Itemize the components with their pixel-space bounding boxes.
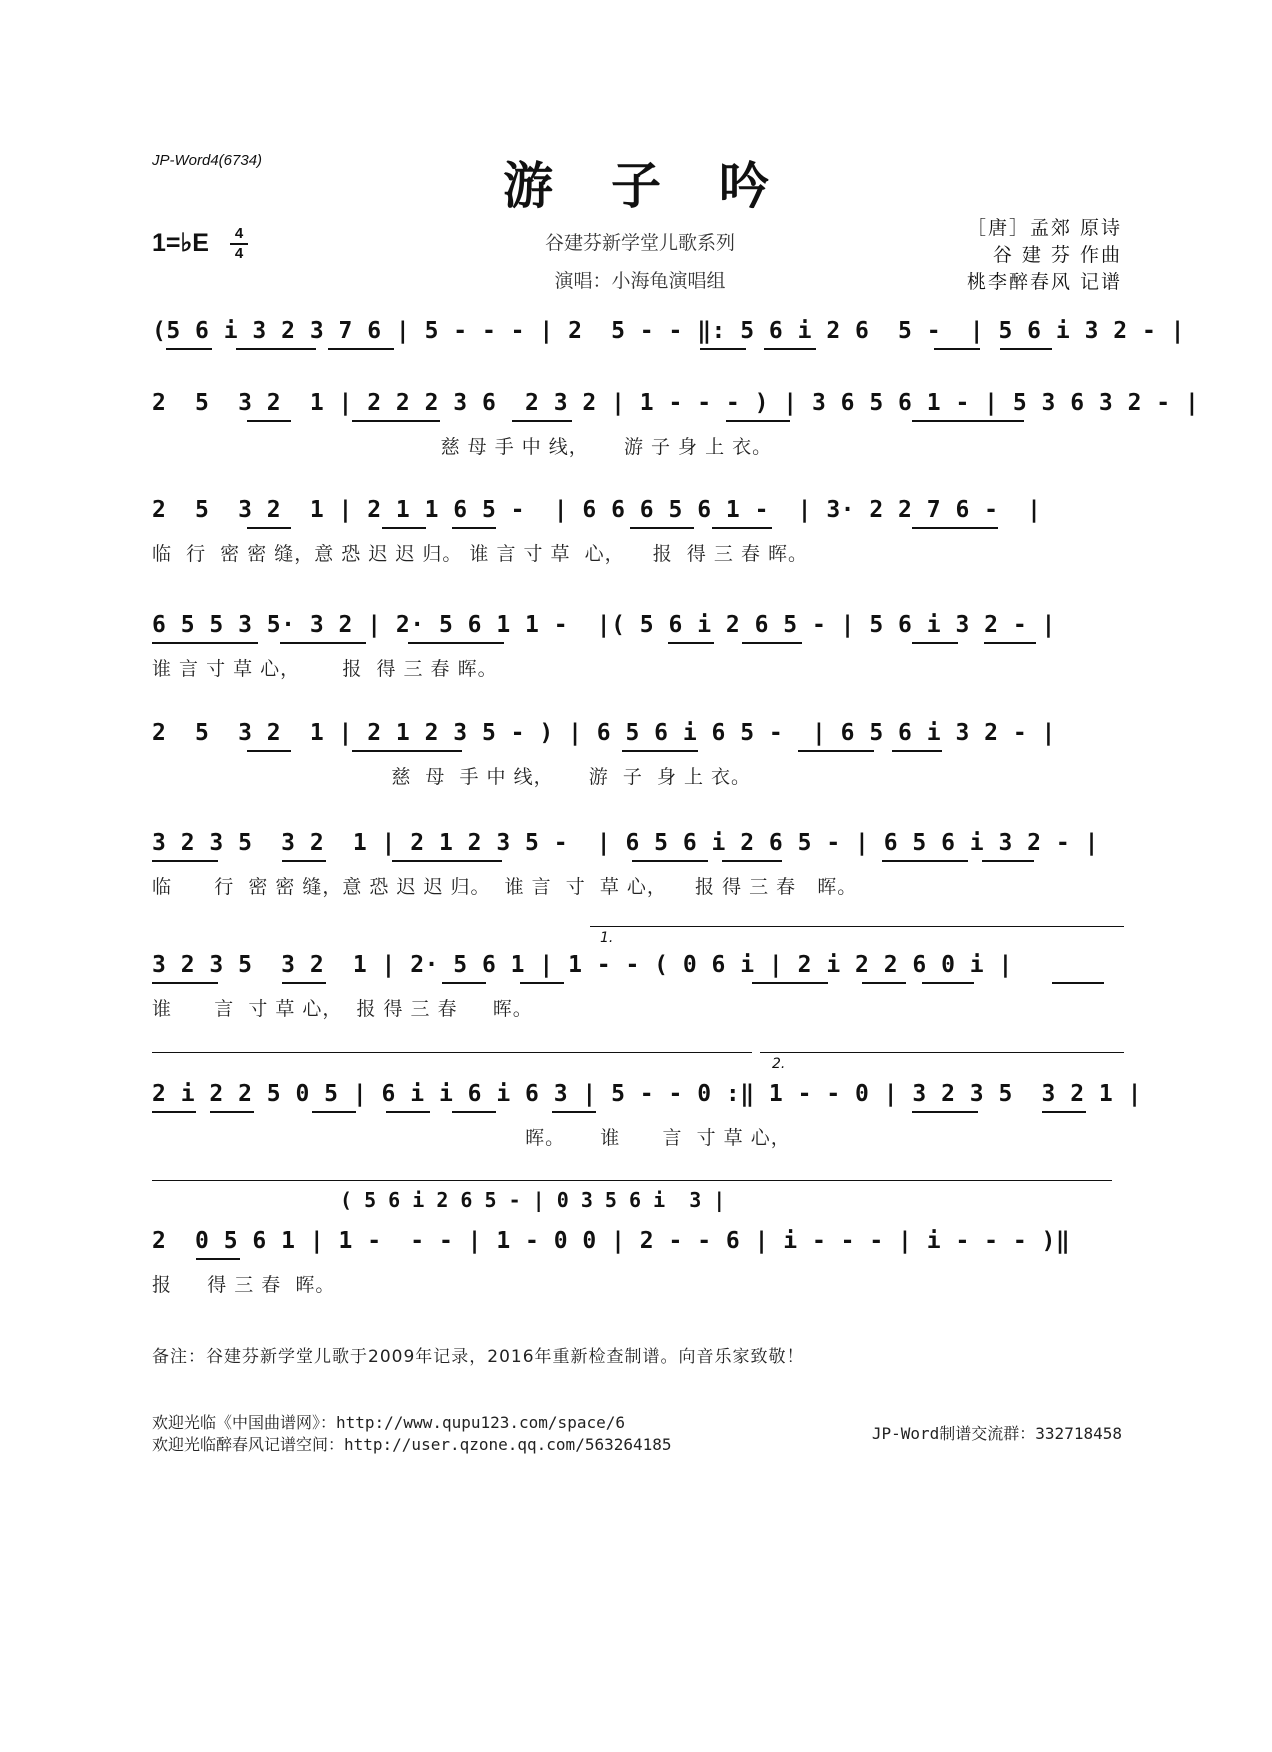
credit-lyricist: ［唐］孟郊 原诗 bbox=[966, 217, 1122, 239]
software-label: JP-Word4(6734) bbox=[152, 152, 263, 169]
staff-notes: 2 5 3 2 1 | 2 1 2 3 5 - ) | 6 5 6 i 6 5 - | 6 5 6 i 3 2 - | bbox=[152, 720, 1056, 746]
credits bbox=[967, 215, 1122, 296]
staff-notes: (5 6 i 3 2 3 7 6 | 5 - - - | 2 5 - - ‖: 5 6 i 2 6 5 - | 5 6 i 3 2 - | bbox=[152, 318, 1185, 344]
time-signature-bottom: 4 bbox=[234, 245, 244, 262]
staff-lyrics: 谁 言 寸 草 心， 报 得 三 春 晖。 bbox=[152, 658, 498, 680]
staff-line bbox=[152, 830, 1124, 898]
page-title: 游子吟 bbox=[503, 156, 827, 215]
staff-notes: 2 0 5 6 1 | 1 - - - | 1 - 0 0 | 2 - - 6 | i - - - | i - - - )‖ bbox=[152, 1228, 1071, 1254]
staff-line bbox=[152, 612, 1124, 680]
staff-notes: 2 5 3 2 1 | 2 1 1 6 5 - | 6 6 6 5 6 1 - | 3· 2 2 7 6 - | bbox=[152, 497, 1042, 523]
first-ending-bracket bbox=[590, 926, 1124, 927]
staff-notes: 2 i 2 2 5 0 5 | 6 i i 6 i 6 3 | 5 - - 0 :‖ 1 - - 0 | 3 2 3 5 3 2 1 | bbox=[152, 1081, 1142, 1107]
staff-line bbox=[152, 497, 1124, 565]
staff-notes: 3 2 3 5 3 2 1 | 2 1 2 3 5 - | 6 5 6 i 2 6 5 - | 6 5 6 i 3 2 - | bbox=[152, 830, 1099, 856]
staff-lyrics: 慈 母 手 中 线， 游 子 身 上 衣。 bbox=[152, 766, 752, 788]
second-ending-number: 2. bbox=[772, 1056, 786, 1072]
staff-line bbox=[152, 720, 1124, 788]
staff-notes: 6 5 5 3 5· 3 2 | 2· 5 6 1 1 - |( 5 6 i 2 6 5 - | 5 6 i 3 2 - | bbox=[152, 612, 1056, 638]
staff-notes: 2 5 3 2 1 | 2 2 2 3 6 2 3 2 | 1 - - - ) | 3 6 5 6 1 - | 5 3 6 3 2 - | bbox=[152, 390, 1200, 416]
time-signature-top: 4 bbox=[234, 225, 244, 242]
credit-composer: 谷 建 芬 作曲 bbox=[992, 244, 1122, 266]
remark-note: 备注：谷建芬新学堂儿歌于2009年记录，2016年重新检查制谱。向音乐家致敬！ bbox=[152, 1347, 805, 1367]
staff-lyrics: 晖。 谁 言 寸 草 心， bbox=[152, 1127, 791, 1149]
website-link-qupu: 欢迎光临《中国曲谱网》：http://www.qupu123.com/space/6 bbox=[152, 1413, 625, 1432]
website-link-qzone: 欢迎光临醉春风记谱空间：http://user.qzone.qq.com/563264185 bbox=[152, 1435, 672, 1454]
credit-transcriber: 桃李醉春风 记谱 bbox=[966, 271, 1122, 293]
staff-notes: 3 2 3 5 3 2 1 | 2· 5 6 1 | 1 - - ( 0 6 i | 2 i 2 2 6 0 i | bbox=[152, 952, 1013, 978]
intro-line: ( 5 6 i 2 6 5 - | 0 3 5 6 i 3 | bbox=[340, 1188, 726, 1212]
coda-bracket bbox=[152, 1180, 1112, 1181]
exchange-group: JP-Word制谱交流群：332718458 bbox=[871, 1424, 1122, 1443]
staff-line bbox=[152, 952, 1124, 1020]
staff-lyrics: 临 行 密 密 缝，意 恐 迟 迟 归。 谁 言 寸 草 心， 报 得 三 春 晖。 bbox=[152, 543, 808, 565]
staff-line bbox=[152, 1228, 1124, 1296]
staff-lyrics: 慈 母 手 中 线， 游 子 身 上 衣。 bbox=[152, 436, 773, 458]
staff-line bbox=[152, 1081, 1142, 1149]
series-name: 谷建芬新学堂儿歌系列 bbox=[544, 232, 735, 254]
time-signature bbox=[230, 226, 248, 262]
key-signature: 1=♭E bbox=[152, 229, 209, 257]
performer: 演唱：小海龟演唱组 bbox=[554, 270, 726, 292]
staff-lyrics: 临 行 密 密 缝，意 恐 迟 迟 归。 谁 言 寸 草 心， 报 得 三 春 晖。 bbox=[152, 876, 858, 898]
repeat-bracket bbox=[152, 1052, 752, 1053]
second-ending-bracket bbox=[760, 1052, 1124, 1053]
staff-lyrics: 谁 言 寸 草 心， 报 得 三 春 晖。 bbox=[152, 998, 533, 1020]
staff-line bbox=[152, 318, 1185, 374]
first-ending-number: 1. bbox=[600, 930, 614, 946]
staff-line bbox=[152, 390, 1200, 458]
staff-lyrics: 报 得 三 春 晖。 bbox=[152, 1274, 336, 1296]
